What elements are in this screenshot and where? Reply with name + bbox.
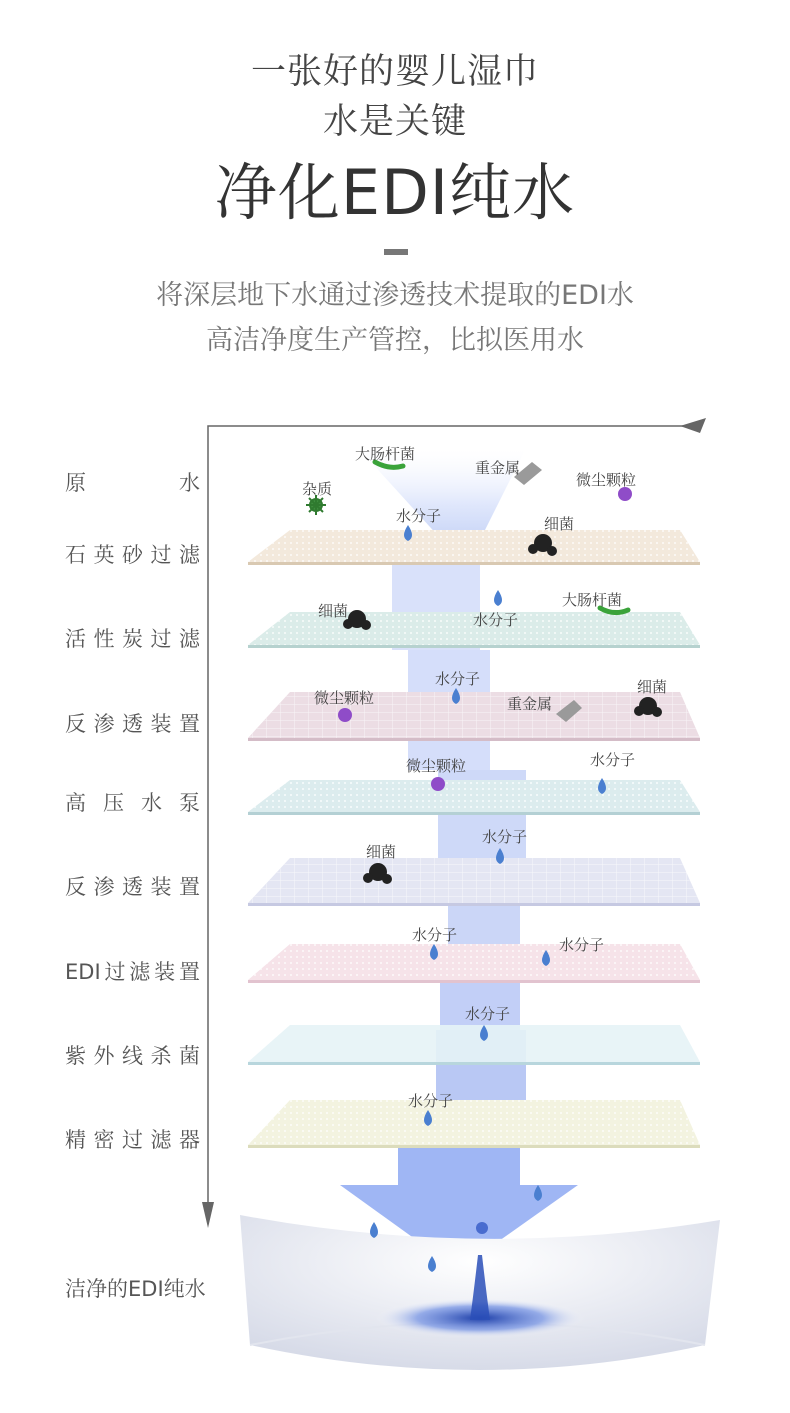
layer-precision-filter xyxy=(248,1100,700,1148)
tag-bacteria: 细菌 xyxy=(318,602,349,620)
stage-label-edi-filter: EDI过滤装置 xyxy=(65,960,200,984)
tag-bacteria: 细菌 xyxy=(544,515,575,533)
tag-water-molecule: 水分子 xyxy=(482,828,528,846)
stage-label-quartz-sand: 石英砂过滤 xyxy=(65,543,200,567)
stage-label-raw-water: 原 水 xyxy=(65,471,200,495)
layer-uv-sterilization xyxy=(248,1025,700,1065)
headline-line2: 水是关键 xyxy=(322,102,467,142)
tag-dust: 微尘颗粒 xyxy=(576,471,637,489)
tag-water-molecule: 水分子 xyxy=(473,611,519,629)
stage-label-pure-edi-water: 洁净的EDI纯水 xyxy=(65,1277,206,1301)
tag-water-molecule: 水分子 xyxy=(590,751,636,769)
tag-bacteria: 细菌 xyxy=(366,843,397,861)
stage-label-reverse-osmosis-2: 反渗透装置 xyxy=(65,875,200,899)
impurity-icon xyxy=(306,495,326,515)
tag-heavy-metal: 重金属 xyxy=(475,459,521,477)
tag-dust: 微尘颗粒 xyxy=(314,689,375,707)
layer-quartz-sand xyxy=(248,530,700,565)
stage-label-reverse-osmosis-1: 反渗透装置 xyxy=(65,712,200,736)
layer-high-pressure-pump xyxy=(248,780,700,815)
stage-label-high-pressure-pump: 高压水泵 xyxy=(65,791,200,815)
stage-label-uv-sterilization: 紫外线杀菌 xyxy=(65,1044,200,1068)
main-title: 净化EDI纯水 xyxy=(214,156,576,229)
headline-line1: 一张好的婴儿湿巾 xyxy=(250,52,539,92)
tag-water-molecule: 水分子 xyxy=(396,507,442,525)
tag-water-molecule: 水分子 xyxy=(408,1092,454,1110)
stage-label-precision-filter: 精密过滤器 xyxy=(65,1128,200,1152)
tag-heavy-metal: 重金属 xyxy=(507,695,553,713)
tag-ecoli: 大肠杆菌 xyxy=(562,591,623,609)
tag-ecoli: 大肠杆菌 xyxy=(355,445,416,463)
stage-label-activated-carbon: 活性炭过滤 xyxy=(65,627,200,651)
tag-bacteria: 细菌 xyxy=(637,678,668,696)
layer-reverse-osmosis-2 xyxy=(248,858,700,906)
tag-water-molecule: 水分子 xyxy=(559,936,605,954)
tag-water-molecule: 水分子 xyxy=(465,1005,511,1023)
tag-dust: 微尘颗粒 xyxy=(406,757,467,775)
description-line2: 高洁净度生产管控，比拟医用水 xyxy=(206,325,584,356)
tag-impurity: 杂质 xyxy=(302,480,333,498)
description-line1: 将深层地下水通过渗透技术提取的EDI水 xyxy=(156,280,634,311)
tag-water-molecule: 水分子 xyxy=(412,926,458,944)
tag-water-molecule: 水分子 xyxy=(435,670,481,688)
layer-edi-filter xyxy=(248,944,700,983)
title-divider xyxy=(384,249,408,255)
